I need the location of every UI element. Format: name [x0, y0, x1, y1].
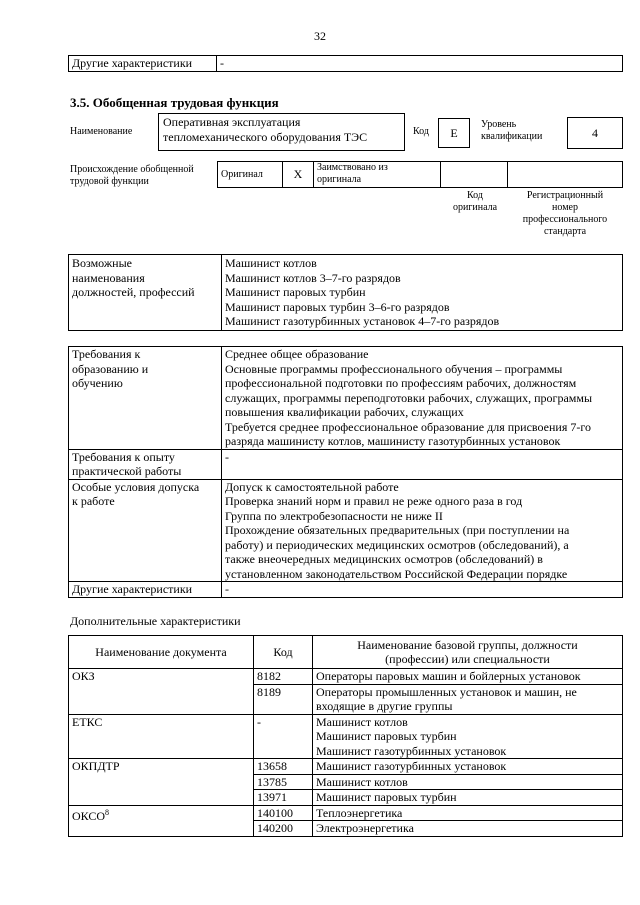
doc-okso: [69, 805, 254, 836]
admission-label-line: к работе: [72, 494, 115, 508]
page-number: 32: [314, 29, 326, 43]
table-row: [218, 162, 623, 188]
experience-label-line: Требования к опыту: [72, 449, 175, 464]
level-label-line: квалификации: [481, 131, 543, 142]
other-value-line: -: [225, 582, 229, 596]
name-line: Машинист котлов: [316, 714, 408, 729]
doc-okso-label: ОКСО: [72, 808, 106, 823]
position-item: Машинист газотурбинных установок 4–7-го разрядов: [225, 314, 500, 328]
education-label-line: обучению: [72, 376, 123, 390]
code-cell: 140200: [254, 821, 313, 837]
table-row: [69, 347, 623, 450]
education-value-line: разряда машинисту котлов, машинисту газотурбинных установок: [225, 434, 561, 448]
table-row: [69, 636, 623, 669]
education-value-line: Требуется среднее профессиональное образование для присвоения 7-го: [225, 419, 591, 434]
doc-etks: ЕТКС: [69, 714, 254, 759]
header-name: [313, 636, 623, 669]
registration-caption-line: стандарта: [543, 226, 587, 237]
registration-caption-line: профессионального: [522, 214, 608, 225]
level-value-box: [567, 117, 623, 149]
code-value-box: [438, 118, 470, 148]
table-row: [69, 582, 623, 598]
code-value: E: [450, 126, 458, 140]
position-item: Машинист котлов: [225, 256, 317, 270]
borrowed-label-line: Заимствовано из: [317, 162, 388, 173]
code-cell: -: [254, 714, 313, 759]
additional-table: [68, 635, 623, 837]
registration-caption-line: Регистрационный: [526, 190, 604, 201]
education-value: [222, 347, 623, 450]
table-row: [69, 805, 623, 821]
name-cell: Машинист паровых турбин: [313, 790, 623, 806]
name-cell: Машинист газотурбинных установок: [313, 759, 623, 775]
experience-label: [69, 449, 222, 479]
code-caption-line: Код: [467, 190, 483, 201]
admission-value-line: Прохождение обязательных предварительных (при поступлении на: [225, 523, 570, 537]
code-cell: 8189: [254, 684, 313, 714]
header-code: Код: [254, 636, 313, 669]
name-cell: [313, 714, 623, 759]
education-label: [69, 347, 222, 450]
top-other-value: -: [217, 56, 623, 72]
admission-label-line: Особые условия допуска: [72, 479, 200, 494]
other-value: [222, 582, 623, 598]
admission-value-line: Допуск к самостоятельной работе: [225, 479, 399, 494]
name-cell: Теплоэнергетика: [313, 805, 623, 821]
position-item: Машинист паровых турбин 3–6-го разрядов: [225, 299, 450, 314]
table-row: [69, 479, 623, 582]
name-line: Машинист газотурбинных установок: [316, 743, 507, 758]
registration-number-cell: [508, 162, 623, 188]
experience-label-line: практической работы: [72, 464, 182, 478]
header-name-line: Наименование базовой группы, должности: [357, 637, 578, 652]
origin-label-line: Происхождение обобщенной: [70, 164, 194, 175]
table-row: [69, 56, 623, 72]
level-value: 4: [592, 126, 598, 140]
origin-table: [217, 161, 623, 188]
position-item: Машинист котлов 3–7-го разрядов: [225, 270, 401, 285]
name-line: Машинист паровых турбин: [316, 729, 457, 743]
footnote-ref: 8: [105, 807, 110, 817]
doc-okpdtr: ОКПДТР: [69, 759, 254, 806]
additional-title: Дополнительные характеристики: [70, 614, 241, 628]
experience-value: [222, 449, 623, 479]
top-other-label: Другие характеристики: [69, 56, 217, 72]
education-label-line: образованию и: [72, 361, 149, 376]
code-cell: 140100: [254, 805, 313, 821]
name-value-box: [158, 113, 405, 151]
positions-label-line: должностей, профессий: [72, 285, 195, 299]
registration-caption: [510, 190, 620, 238]
admission-value: [222, 479, 623, 582]
doc-okz: ОКЗ: [69, 669, 254, 715]
registration-caption-line: номер: [552, 202, 578, 213]
level-label-line: Уровень: [481, 119, 517, 130]
other-label-line: Другие характеристики: [72, 582, 193, 596]
education-value-line: служащих, программы переподготовки рабочих, служащих, программы: [225, 390, 593, 405]
positions-list: [222, 255, 623, 331]
education-label-line: Требования к: [72, 347, 141, 361]
position-item: Машинист паровых турбин: [225, 285, 366, 299]
section-title: 3.5. Обобщенная трудовая функция: [70, 95, 279, 110]
code-cell: 8182: [254, 669, 313, 685]
name-value-line: тепломеханического оборудования ТЭС: [163, 130, 368, 144]
education-value-line: профессиональной подготовки по профессиям рабочих, должностям: [225, 376, 577, 390]
level-label: [481, 119, 542, 143]
admission-value-line: Группа по электробезопасности не ниже II: [225, 508, 443, 523]
table-row: [69, 449, 623, 479]
name-cell: Электроэнергетика: [313, 821, 623, 837]
origin-label-line: трудовой функции: [70, 176, 149, 187]
admission-value-line: Проверка знаний норм и правил не реже одного раза в год: [225, 494, 523, 508]
header-doc: Наименование документа: [69, 636, 254, 669]
code-cell: 13785: [254, 774, 313, 790]
name-label: Наименование: [70, 126, 133, 137]
original-code-cell: [441, 162, 508, 188]
table-row: [69, 255, 623, 331]
code-cell: 13658: [254, 759, 313, 775]
original-label: Оригинал: [218, 162, 283, 188]
header-name-line: (профессии) или специальности: [385, 652, 550, 666]
table-row: [69, 669, 623, 685]
table-row: [69, 759, 623, 775]
name-cell: Машинист котлов: [313, 774, 623, 790]
borrowed-label-line: оригинала: [317, 174, 362, 185]
borrowed-label: [314, 162, 441, 188]
code-caption-line: оригинала: [452, 202, 498, 213]
admission-value-line: также внеочередных медицинских осмотров (обследований) в: [225, 552, 543, 566]
education-value-line: Основные программы профессионального обучения – программы: [225, 361, 563, 376]
original-mark: X: [283, 162, 314, 188]
name-line: Операторы паровых машин и бойлерных установок: [316, 669, 581, 683]
code-label: Код: [413, 126, 429, 137]
name-cell: [313, 684, 623, 714]
positions-label-line: наименования: [72, 270, 145, 285]
admission-value-line: работу) и периодических медицинских осмотров (обследований), а: [225, 537, 569, 552]
other-label: [69, 582, 222, 598]
requirements-table: [68, 346, 623, 598]
name-cell: [313, 669, 623, 685]
code-cell: 13971: [254, 790, 313, 806]
experience-value-line: -: [225, 449, 229, 464]
table-row: [69, 714, 623, 759]
origin-label: [70, 164, 194, 188]
positions-label: [69, 255, 222, 331]
admission-value-line: установленном законодательством Российской Федерации порядке: [225, 566, 568, 581]
positions-label-line: Возможные: [72, 256, 132, 270]
name-value-line: Оперативная эксплуатация: [163, 115, 301, 129]
name-line: Операторы промышленных установок и машин, не: [316, 684, 577, 699]
top-other-table: [68, 55, 623, 72]
code-caption: [445, 190, 505, 214]
admission-label: [69, 479, 222, 582]
education-value-line: Среднее общее образование: [225, 347, 369, 361]
name-line: входящие в другие группы: [316, 699, 453, 713]
positions-table: [68, 254, 623, 331]
education-value-line: повышения квалификации рабочих, служащих: [225, 405, 464, 419]
